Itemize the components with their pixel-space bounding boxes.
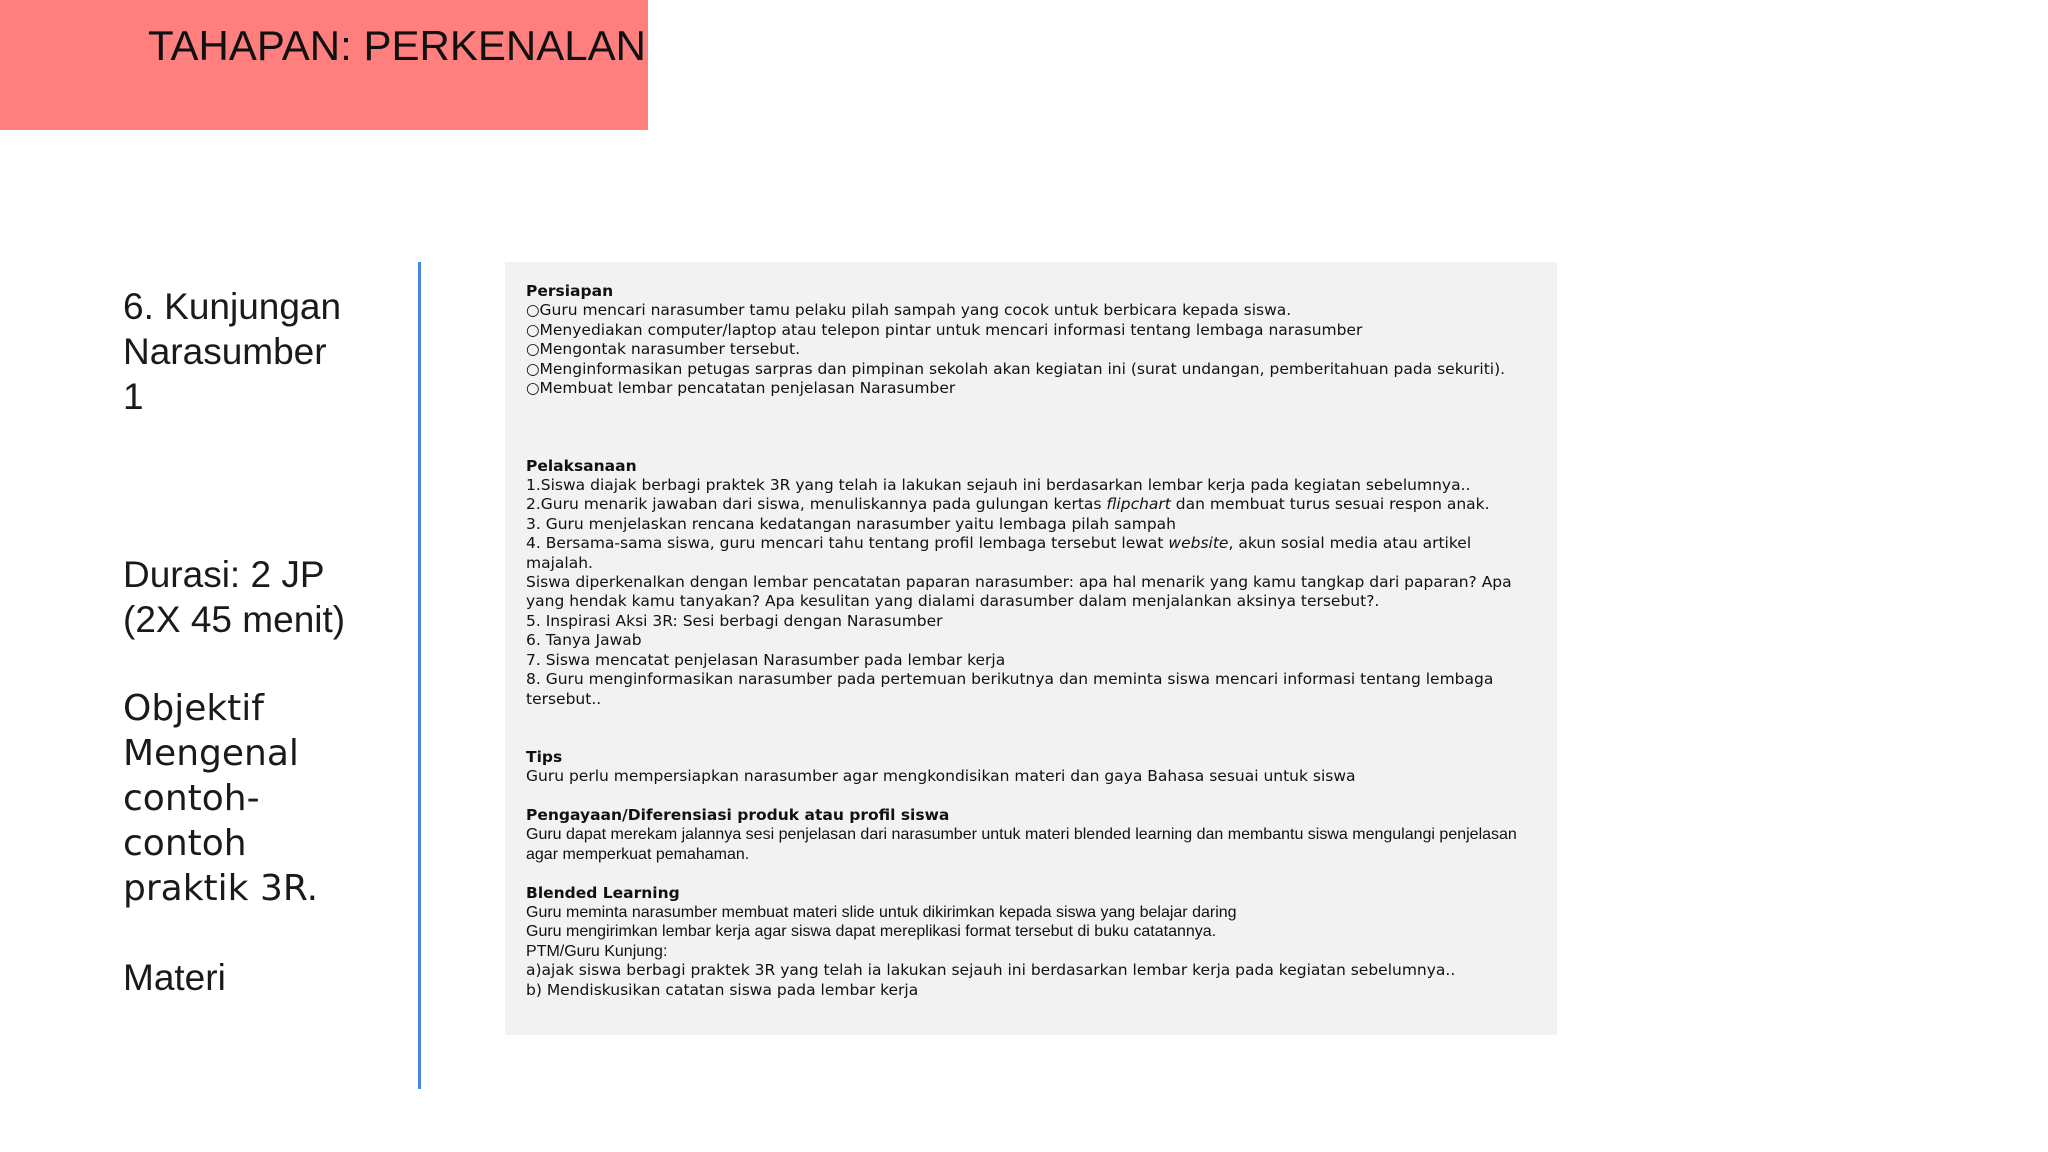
pelaksanaan-item: 8. Guru menginformasikan narasumber pada pertemuan berikutnya dan meminta siswa mencari informasi tentang lembaga tersebut.. xyxy=(526,670,1494,708)
section-title-line: 6. Kunjungan xyxy=(123,286,342,327)
duration-line: Durasi: 2 JP xyxy=(123,554,325,595)
section-title xyxy=(123,284,423,419)
page-title: TAHAPAN: PERKENALAN xyxy=(148,22,646,69)
duration-line: (2X 45 menit) xyxy=(123,599,346,640)
pelaksanaan-item: 7. Siswa mencatat penjelasan Narasumber pada lembar kerja xyxy=(526,650,1006,669)
materi-label: Materi xyxy=(123,957,226,998)
item-emphasis: flipchart xyxy=(1106,495,1171,514)
duration-label xyxy=(123,552,423,642)
blended-line: Guru mengirimkan lembar kerja agar siswa dapat mereplikasi format tersebut di buku catatannya. xyxy=(526,923,1217,941)
objective-line: Objektif xyxy=(123,688,264,729)
content-text xyxy=(526,282,1536,1000)
objective-line: Mengenal xyxy=(123,733,299,774)
vertical-divider xyxy=(418,262,421,1089)
section-title-line: 1 xyxy=(123,376,144,417)
pelaksanaan-item: 1.Siswa diajak berbagi praktek 3R yang telah ia lakukan sejauh ini berdasarkan lembar kerja pada kegiatan sebelumnya.. xyxy=(526,476,1471,495)
objective-label xyxy=(123,686,423,911)
objective-line: contoh xyxy=(123,823,247,864)
section-title-line: Narasumber xyxy=(123,331,327,372)
blended-line: Guru meminta narasumber membuat materi slide untuk dikirimkan kepada siswa yang belajar daring xyxy=(526,903,1237,921)
objective-line: contoh- xyxy=(123,778,260,819)
persiapan-item: ○Mengontak narasumber tersebut. xyxy=(526,340,801,359)
persiapan-item: ○Menyediakan computer/laptop atau telepon pintar untuk mencari informasi tentang lembaga narasumber xyxy=(526,320,1363,339)
blended-line: PTM/Guru Kunjung: xyxy=(526,942,668,960)
spacer xyxy=(526,437,1536,456)
tips-text: Guru perlu mempersiapkan narasumber agar mengkondisikan materi dan gaya Bahasa sesuai untuk siswa xyxy=(526,767,1356,786)
pelaksanaan-item: 6. Tanya Jawab xyxy=(526,631,642,650)
item-text: , akun sosial media atau artikel majalah. xyxy=(526,534,1472,572)
tips-heading: Tips xyxy=(526,747,563,766)
pelaksanaan-item: 5. Inspirasi Aksi 3R: Sesi berbagi dengan Narasumber xyxy=(526,611,943,630)
pengayaan-text: Guru dapat merekam jalannya sesi penjelasan dari narasumber untuk materi blended learning dan membantu siswa mengulangi penjelasan agar memperkuat pemahaman. xyxy=(526,826,1517,863)
objective-line: praktik 3R. xyxy=(123,868,319,909)
pelaksanaan-item xyxy=(526,495,1536,514)
content-panel xyxy=(505,262,1557,1035)
item-text: dan membuat turus sesuai respon anak. xyxy=(1170,495,1490,514)
pelaksanaan-item: 3. Guru menjelaskan rencana kedatangan narasumber yaitu lembaga pilah sampah xyxy=(526,514,1177,533)
pelaksanaan-item xyxy=(526,534,1536,573)
pelaksanaan-heading: Pelaksanaan xyxy=(526,456,637,475)
header-banner xyxy=(0,0,648,130)
blended-heading: Blended Learning xyxy=(526,883,680,902)
item-text: 2.Guru menarik jawaban dari siswa, menuliskannya pada gulungan kertas xyxy=(526,495,1107,514)
blended-item: b) Mendiskusikan catatan siswa pada lembar kerja xyxy=(526,980,919,999)
persiapan-item: ○Menginformasikan petugas sarpras dan pimpinan sekolah akan kegiatan ini (surat undangan, pemberitahuan pada sekuriti). xyxy=(526,359,1506,378)
persiapan-heading: Persiapan xyxy=(526,282,614,300)
spacer xyxy=(526,398,1536,437)
pengayaan-heading: Pengayaan/Diferensiasi produk atau profil siswa xyxy=(526,805,950,824)
pelaksanaan-paragraph: Siswa diperkenalkan dengan lembar pencatatan paparan narasumber: apa hal menarik yang kamu tangkap dari paparan? Apa yang hendak kamu tanyakan? Apa kesulitan yang dialami darasumber dalam menjalankan aksinya tersebut?. xyxy=(526,573,1512,611)
spacer xyxy=(526,864,1536,883)
item-text: 4. Bersama-sama siswa, guru mencari tahu tentang profil lembaga tersebut lewat xyxy=(526,534,1169,553)
item-emphasis: website xyxy=(1168,534,1229,553)
blended-item: a)ajak siswa berbagi praktek 3R yang telah ia lakukan sejauh ini berdasarkan lembar kerja pada kegiatan sebelumnya.. xyxy=(526,961,1456,980)
spacer xyxy=(526,709,1536,748)
spacer xyxy=(526,787,1536,806)
persiapan-item: ○Membuat lembar pencatatan penjelasan Narasumber xyxy=(526,379,956,398)
persiapan-item: ○Guru mencari narasumber tamu pelaku pilah sampah yang cocok untuk berbicara kepada siswa. xyxy=(526,301,1292,320)
